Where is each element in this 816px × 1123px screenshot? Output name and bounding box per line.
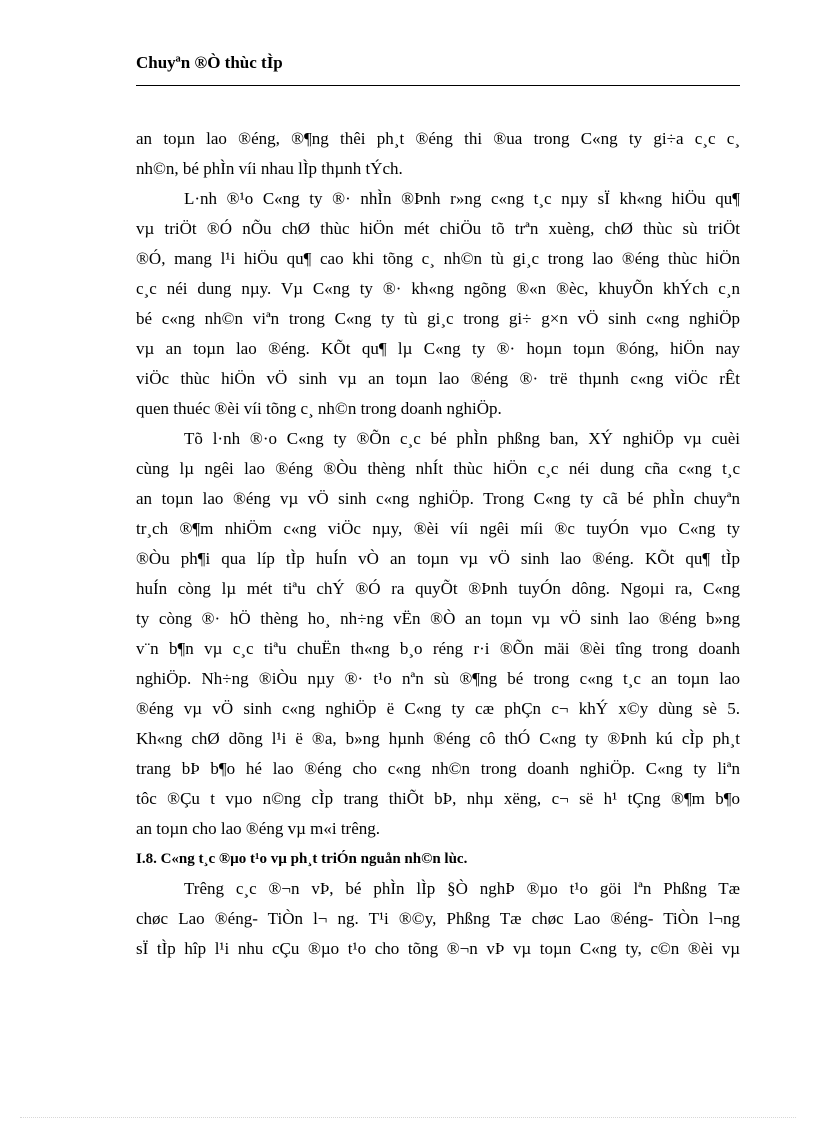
text-line: ®Ó, mang l¹i hiÖu qu¶ cao khi tõng c¸ nh©n tù gi¸c trong lao ®éng thùc hiÖn	[136, 249, 740, 268]
section-heading: I.8. C«ng t¸c ®µo t¹o vµ ph¸t triÓn nguån nh©n lùc.	[136, 851, 468, 867]
text-line: huÍn còng lµ mét tiªu chÝ ®Ó ra quyÕt ®Þnh tuyÓn dông. Ngoµi ra, C«ng	[136, 579, 740, 598]
text-line: vµ an toµn lao ®éng. KÕt qu¶ lµ C«ng ty ®· hoµn toµn ®óng, hiÖn nay	[136, 339, 740, 358]
text-line: ®éng vµ vÖ sinh c«ng nghiÖp ë C«ng ty cæ phÇn c¬ khÝ x©y dùng sè 5.	[136, 699, 740, 718]
text-line: ty còng ®· hÖ thèng ho¸ nh÷ng vËn ®Ò an toµn vµ vÖ sinh lao ®éng b»ng	[136, 609, 740, 628]
text-line: quen thuéc ®èi víi tõng c¸ nh©n trong doanh nghiÖp.	[136, 399, 502, 418]
text-line: an toµn lao ®éng vµ vÖ sinh c«ng nghiÖp. Trong C«ng ty cã bé phÌn chuyªn	[136, 489, 740, 508]
text-line: tr¸ch ®¶m nhiÖm c«ng viÖc nµy, ®èi víi ngêi míi ®c tuyÓn vµo C«ng ty	[136, 519, 740, 538]
text-line: cùng lµ ngêi lao ®éng ®Òu thèng nhÍt thùc hiÖn c¸c néi dung cña c«ng t¸c	[136, 459, 740, 478]
text-line: nh©n, bé phÌn víi nhau lÌp thµnh tÝch.	[136, 159, 403, 178]
text-line: vµ triÖt ®Ó nÕu chØ thùc hiÖn mét chiÖu tõ trªn xuèng, chØ thùc sù triÖt	[136, 219, 740, 238]
text-line: an toµn lao ®éng, ®¶ng thêi ph¸t ®éng thi ®ua trong C«ng ty gi÷a c¸c c¸	[136, 129, 740, 148]
paragraph-first-line: L·nh ®¹o C«ng ty ®· nhÌn ®Þnh r»ng c«ng t¸c nµy sÏ kh«ng hiÖu qu¶	[184, 189, 740, 208]
paragraph-first-line: Tõ l·nh ®·o C«ng ty ®Õn c¸c bé phÌn phßng ban, XÝ nghiÖp vµ cuèi	[184, 429, 740, 448]
page-header-title: Chuyªn ®Ò thùc tÌp	[136, 53, 283, 72]
text-line: an toµn cho lao ®éng vµ m«i trêng.	[136, 819, 381, 838]
text-line: Kh«ng chØ dõng l¹i ë ®a, b»ng hµnh ®éng cô thÓ C«ng ty ®Þnh kú cÌp ph¸t	[136, 729, 740, 748]
text-line: bé c«ng nh©n viªn trong C«ng ty tù gi¸c trong gi÷ g×n vÖ sinh c«ng nghiÖp	[136, 309, 740, 328]
document-body	[136, 124, 740, 964]
paragraph-first-line: Trêng c¸c ®¬n vÞ, bé phÌn lÌp §Ò nghÞ ®µo t¹o göi lªn Phßng Tæ	[184, 879, 740, 898]
text-line: viÖc thùc hiÖn vÖ sinh vµ an toµn lao ®éng ®· trë thµnh c«ng viÖc rÊt	[136, 369, 740, 388]
text-line: sÏ tÌp hîp l¹i nhu cÇu ®µo t¹o cho tõng ®¬n vÞ vµ toµn C«ng ty, c©n ®èi vµ	[136, 939, 740, 958]
header-divider	[136, 85, 740, 86]
text-line: chøc Lao ®éng- TiÒn l¬ ng. T¹i ®©y, Phßng Tæ chøc Lao ®éng- TiÒn l¬ng	[136, 909, 740, 928]
text-line: trang bÞ b¶o hé lao ®éng cho c«ng nh©n trong doanh nghiÖp. C«ng ty liªn	[136, 759, 740, 778]
text-line: ®Òu ph¶i qua líp tÌp huÍn vÒ an toµn vµ vÖ sinh lao ®éng. KÕt qu¶ tÌp	[136, 549, 740, 568]
text-line: tôc ®Çu t vµo n©ng cÌp trang thiÕt bÞ, nhµ xëng, c¬ së h¹ tÇng ®¶m b¶o	[136, 789, 740, 808]
text-line: nghiÖp. Nh÷ng ®iÒu nµy ®· t¹o nªn sù ®¶ng bé trong c«ng t¸c an toµn lao	[136, 669, 740, 688]
page-bottom-edge	[20, 1117, 796, 1118]
text-line: v¨n b¶n vµ c¸c tiªu chuËn th«ng b¸o réng r·i ®Õn mäi ®èi tîng trong doanh	[136, 639, 740, 658]
text-line: c¸c néi dung nµy. Vµ C«ng ty ®· kh«ng ngõng ®«n ®èc, khuyÕn khÝch c¸n	[136, 279, 740, 298]
